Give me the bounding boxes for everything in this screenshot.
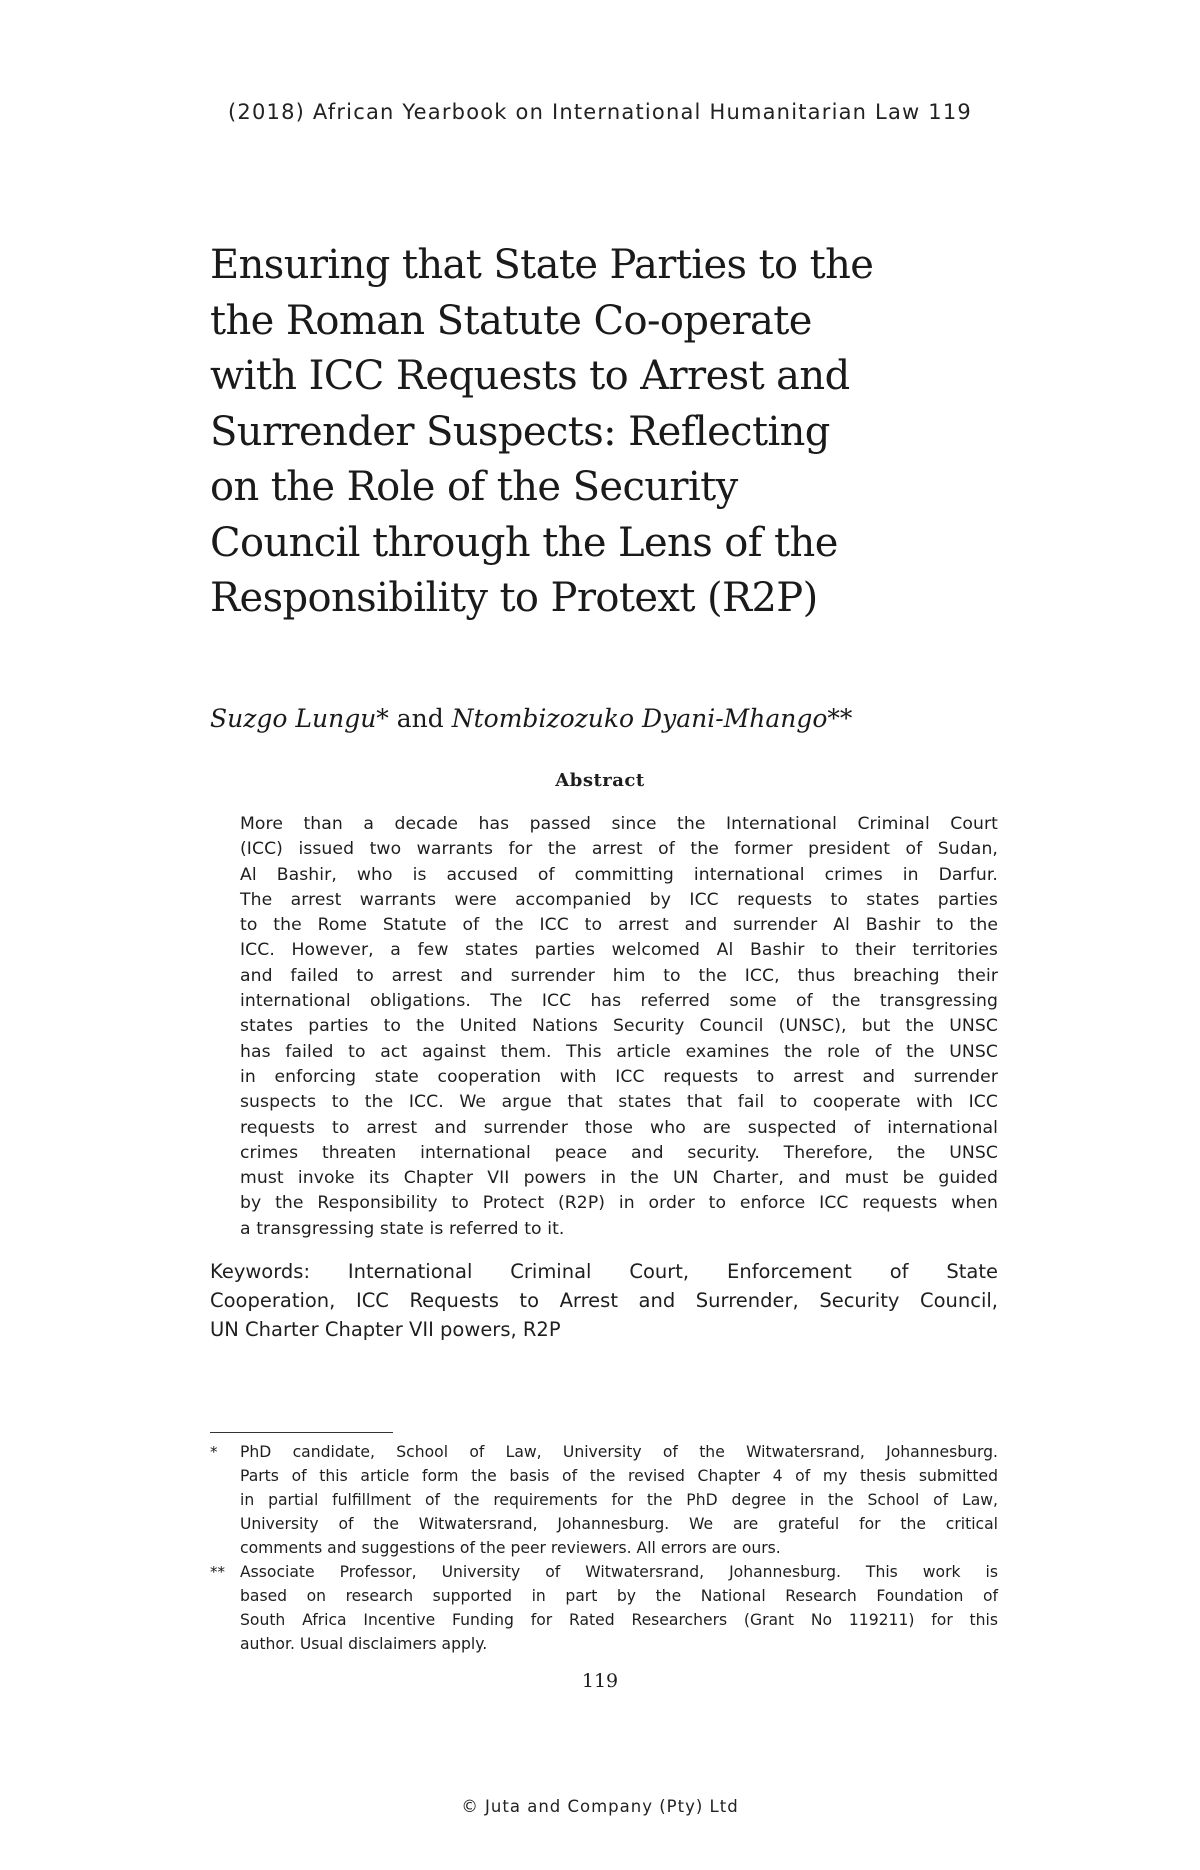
abstract-line: states parties to the United Nations Security Council (UNSC), but the UNSC [240,1016,998,1037]
keywords [210,1257,998,1344]
footnote-line: comments and suggestions of the peer reviewers. All errors are ours. [240,1539,781,1557]
footnote-first-author [210,1440,998,1560]
abstract-line: More than a decade has passed since the International Criminal Court [240,814,998,834]
footnote-line: Parts of this article form the basis of the revised Chapter 4 of my thesis submitted [240,1467,998,1485]
footnote-line: University of the Witwatersrand, Johannesburg. We are grateful for the critical [240,1515,998,1533]
footnote-second-author [210,1560,998,1656]
footnote-line: South Africa Incentive Funding for Rated Researchers (Grant No 119211) for this [240,1611,998,1629]
title-line: the Roman Statute Co-operate [210,297,812,344]
abstract-line: Al Bashir, who is accused of committing international crimes in Darfur. [240,864,998,885]
page-number: 119 [581,1670,619,1692]
title-line: Ensuring that State Parties to the [210,242,874,288]
keywords-line: UN Charter Chapter VII powers, R2P [210,1318,561,1341]
keywords-line: Cooperation, ICC Requests to Arrest and Surrender, Security Council, [210,1289,998,1312]
footnote-divider [210,1432,393,1433]
abstract-line: to the Rome Statute of the ICC to arrest and surrender Al Bashir to the [240,915,998,936]
author-line [210,704,852,733]
keywords-label: Keywords: [210,1260,311,1283]
footnote-line: in partial fulfillment of the requirements for the PhD degree in the School of Law, [240,1491,998,1509]
abstract-line: a transgressing state is referred to it. [240,1218,565,1239]
abstract-line: (ICC) issued two warrants for the arrest of the former president of Sudan, [240,839,998,860]
author-connector: and [388,704,452,733]
footnote-line: PhD candidate, School of Law, University of the Witwatersrand, Johannesburg. [240,1443,998,1461]
footnote-mark: * [210,1443,218,1461]
abstract-body [240,812,998,1242]
abstract-line: by the Responsibility to Protect (R2P) in order to enforce ICC requests when [240,1193,998,1214]
footnote-line: author. Usual disclaimers apply. [240,1635,488,1653]
footnote-line: based on research supported in part by the National Research Foundation of [240,1587,998,1605]
copyright-notice: © Juta and Company (Pty) Ltd [461,1797,739,1816]
abstract-line: ICC. However, a few states parties welcomed Al Bashir to their territories [240,940,998,961]
abstract-line: requests to arrest and surrender those who are suspected of international [240,1117,998,1138]
title-line: Responsibility to Protext (R2P) [210,575,818,621]
title-line: on the Role of the Security [210,464,738,510]
title-line: with ICC Requests to Arrest and [210,353,850,399]
abstract-line: The arrest warrants were accompanied by ICC requests to states parties [240,889,998,910]
footnote-line: Associate Professor, University of Witwatersrand, Johannesburg. This work is [240,1563,998,1581]
second-author: Ntombizozuko Dyani-Mhango** [451,704,853,733]
first-author: Suzgo Lungu* [210,704,389,733]
keywords-line [210,1257,998,1286]
abstract-line: must invoke its Chapter VII powers in the UN Charter, and must be guided [240,1168,998,1189]
abstract-line: and failed to arrest and surrender him to the ICC, thus breaching their [240,965,998,986]
article-title [210,238,930,627]
abstract-line: international obligations. The ICC has referred some of the transgressing [240,991,998,1012]
abstract-line: has failed to act against them. This article examines the role of the UNSC [240,1041,998,1062]
abstract-line: suspects to the ICC. We argue that states that fail to cooperate with ICC [240,1092,998,1113]
keywords-text: International Criminal Court, Enforcement of State [310,1260,998,1283]
abstract-line: in enforcing state cooperation with ICC requests to arrest and surrender [240,1066,998,1087]
abstract-line: crimes threaten international peace and security. Therefore, the UNSC [240,1142,998,1163]
footnote-mark: ** [210,1563,225,1581]
title-line: Surrender Suspects: Reflecting [210,408,830,455]
title-line: Council through the Lens of the [210,519,838,566]
footnotes [210,1440,998,1656]
abstract-heading: Abstract [555,770,645,791]
running-header: (2018) African Yearbook on International Humanitarian Law 119 [228,100,972,124]
